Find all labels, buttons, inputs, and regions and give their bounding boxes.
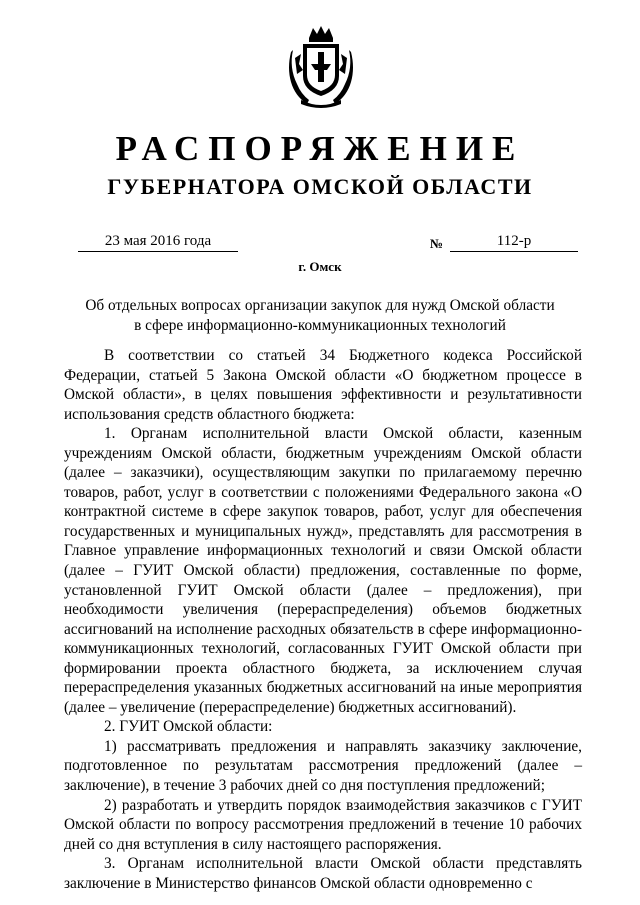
document-subtitle: ГУБЕРНАТОРА ОМСКОЙ ОБЛАСТИ — [107, 174, 533, 199]
document-body — [64, 346, 582, 893]
paragraph-item-3: 3. Органам исполнительной власти Омской области представлять заключение в Министерство финансов Омской области одновременно с — [64, 855, 582, 892]
document-title: РАСПОРЯЖЕНИЕ — [115, 129, 525, 168]
paragraph-item-1: 1. Органам исполнительной власти Омской области, казенным учреждениям Омской области, бюджетным учреждениям Омской области (далее – заказчики), осуществляющим закупки по прилагаемому перечню товаров, работ, услуг в соответствии с положениями Федерального закона «О контрактной системе в сфере закупок товаров, работ, услуг для обеспечения государственных и муниципальных нужд», представлять для рассмотрения в Главное управление информационных технологий и связи Омской области (далее – ГУИТ Омской области) предложения, составленные по форме, установленной ГУИТ Омской области (далее – предложения), при необходимости увеличения (перераспределения) объемов бюджетных ассигнований на исполнение расходных обязательств в сфере информационно-коммуникационных технологий, согласованных ГУИТ Омской области при формировании проекта областного бюджета, за исключением случая перераспределения указанных бюджетных ассигнований на иные мероприятия (далее – увеличение (перераспределение) бюджетных ассигнований). — [64, 425, 582, 716]
document-number: 112-р — [450, 231, 578, 252]
number-label: № — [430, 236, 444, 251]
heading-line-1: Об отдельных вопросах организации закупок для нужд Омской области — [85, 297, 555, 314]
document-city: г. Омск — [298, 259, 342, 274]
document-heading — [60, 296, 580, 335]
heading-line-2: в сфере информационно-коммуникационных технологий — [134, 316, 506, 334]
paragraph-item-2-2: 2) разработать и утвердить порядок взаимодействия заказчиков с ГУИТ Омской области по вопросу рассмотрения предложений в течение 10 рабочих дней со дня вступления в силу настоящего распоряжения. — [64, 796, 582, 853]
document-date: 23 мая 2016 года — [78, 231, 238, 252]
paragraph-item-2-1: 1) рассматривать предложения и направлять заказчику заключение, подготовленное по результатам рассмотрения предложений (далее – заключение), в течение 3 рабочих дней со дня поступления предложений; — [64, 737, 582, 795]
paragraph-item-2: 2. ГУИТ Омской области: — [104, 718, 273, 736]
coat-of-arms-icon — [287, 24, 355, 110]
preamble-paragraph: В соответствии со статьей 34 Бюджетного кодекса Российской Федерации, статьей 5 Закона Омской области «О бюджетном процессе в Омской области», в целях повышения эффективности и результативности использования средств областного бюджета: — [64, 347, 582, 423]
